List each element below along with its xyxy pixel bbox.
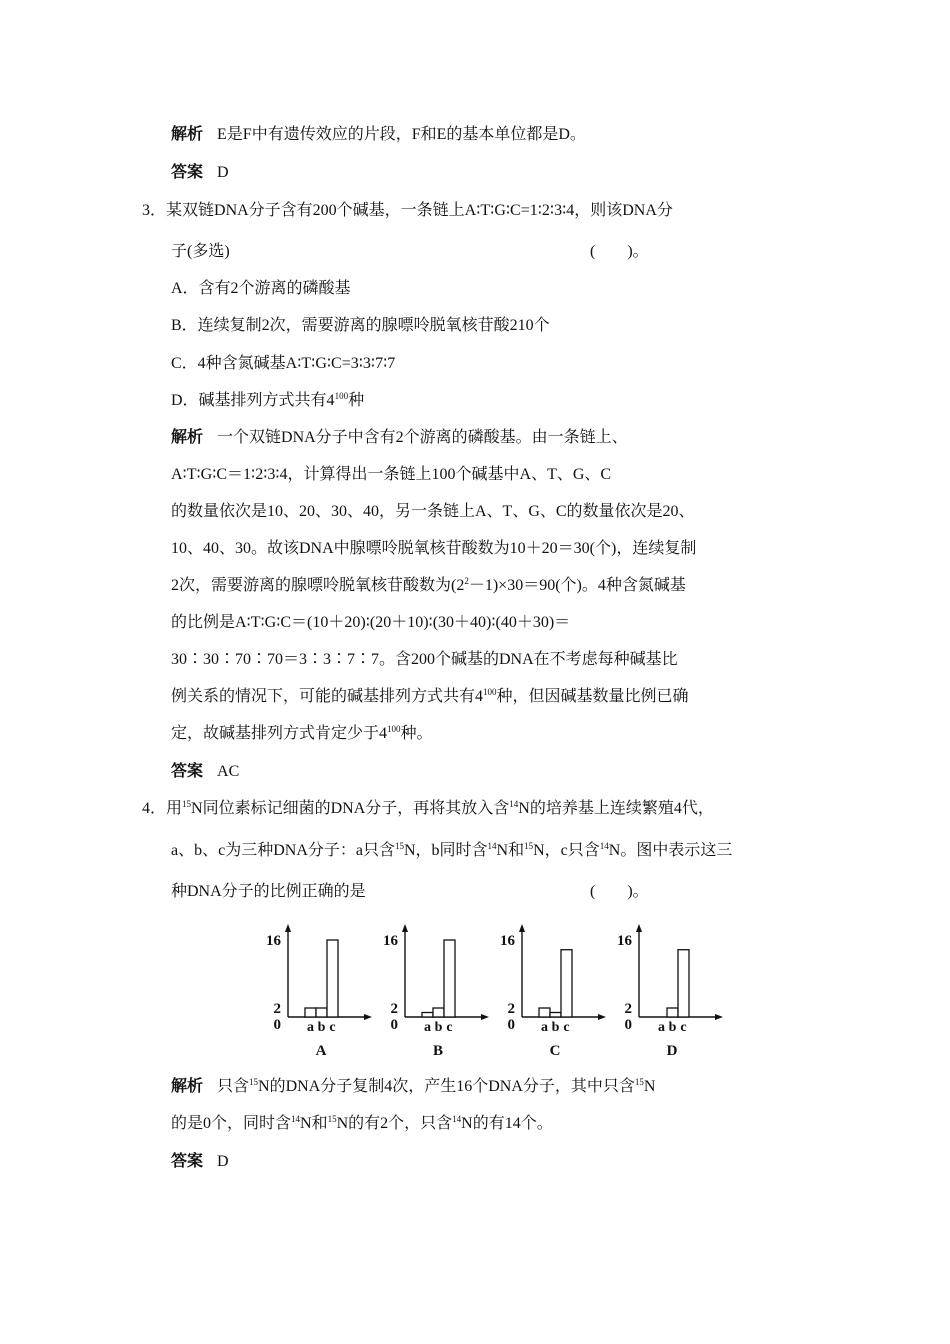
bar-c xyxy=(327,940,338,1017)
x-tick-label: c xyxy=(563,1020,570,1035)
answer-label: 答案 xyxy=(171,164,204,181)
x-tick-label: c xyxy=(680,1020,687,1035)
option-b: B．连续复制2次，需要游离的腺嘌呤脱氧核苷酸210个 xyxy=(171,317,550,334)
q3-analysis-line9: 定，故碱基排列方式肯定少于$4^{100}$种。 xyxy=(171,724,433,742)
bar-b xyxy=(433,1008,444,1017)
analysis-label: 解析 xyxy=(171,126,204,143)
x-tick-label: a xyxy=(541,1020,548,1035)
bar-a xyxy=(422,1013,433,1018)
bar-c xyxy=(561,950,572,1017)
answer-text: D xyxy=(217,164,229,181)
bar-charts-figure xyxy=(258,922,728,1064)
question-number: 3． xyxy=(142,202,167,219)
y-tick-label: 2 xyxy=(390,1001,398,1017)
q3-analysis-line4: 10、40、30。故该DNA中腺嘌呤脱氧核苷酸数为10＋20＝30(个)，连续复制 xyxy=(171,540,697,557)
y-tick-label: 0 xyxy=(624,1017,632,1033)
answer-text: AC xyxy=(217,763,240,780)
bar-a xyxy=(539,1008,550,1017)
q3-analysis-line7: 30∶30∶70∶70＝3∶3∶7∶7。含200个碱基的DNA在不考虑每种碱基比 xyxy=(171,651,678,668)
x-tick-label: a xyxy=(658,1020,665,1035)
x-axis-arrow xyxy=(598,1014,606,1020)
y-tick-label: 2 xyxy=(624,1001,632,1017)
option-d: D．碱基排列方式共有$4^{100}$种 xyxy=(171,391,365,409)
y-axis-arrow xyxy=(519,924,525,932)
q4-analysis-line1: 解析 只含$^{15}$N的DNA分子复制4次，产生16个DNA分子，其中只含$^{15}$N xyxy=(171,1077,656,1095)
y-axis-arrow xyxy=(636,924,642,932)
y-tick-label: 0 xyxy=(273,1017,281,1033)
bar-b xyxy=(316,1008,327,1017)
q3-answer-line xyxy=(171,761,239,783)
y-tick-label: 16 xyxy=(266,933,281,949)
q2-analysis-line xyxy=(171,124,586,146)
answer-parentheses: ( )。 xyxy=(590,243,649,260)
q2-answer-line xyxy=(171,162,229,184)
x-tick-label: b xyxy=(434,1020,443,1035)
x-tick-label: a xyxy=(424,1020,431,1035)
q4-answer-line xyxy=(171,1151,229,1173)
answer-parentheses: ( )。 xyxy=(590,883,649,900)
q4-analysis-line2: 的是0个，同时含$^{14}$N和$^{15}$N的有2个，只含$^{14}$N的有14个。 xyxy=(171,1114,553,1132)
q4-stem-line1: 4．用$^{15}$N同位素标记细菌的DNA分子，再将其放入含$^{14}$N的培养基上连续繁殖4代， xyxy=(142,799,714,817)
q3-analysis-line2: A∶T∶G∶C＝1∶2∶3∶4，计算得出一条链上100个碱基中A、T、G、C xyxy=(171,466,612,483)
y-tick-label: 2 xyxy=(273,1001,281,1017)
bar-c xyxy=(444,940,455,1017)
q3-analysis-line3: 的数量依次是10、20、30、40，另一条链上A、T、G、C的数量依次是20、 xyxy=(171,503,695,520)
panel-label: B xyxy=(432,1043,444,1059)
x-tick-label: b xyxy=(551,1020,560,1035)
q3-analysis-line8: 例关系的情况下，可能的碱基排列方式共有$4^{100}$种，但因碱基数量比例已确 xyxy=(171,687,689,705)
y-tick-label: 16 xyxy=(617,933,632,949)
q3-analysis-line5: 2次，需要游离的腺嘌呤脱氧核苷酸数为$(2^2-1)\times 30=90$(个)。4种含氮碱基 xyxy=(171,576,686,594)
y-tick-label: 16 xyxy=(500,933,515,949)
question-stem: 某双链DNA分子含有200个碱基，一条链上A∶T∶G∶C=1∶2∶3∶4，则该DNA分 xyxy=(166,202,673,219)
q3-analysis-line1: 解析 一个双链DNA分子中含有2个游离的磷酸基。由一条链上、 xyxy=(171,429,628,446)
q3-analysis-line6: 的比例是A∶T∶G∶C＝(10＋20)∶(20＋10)∶(30＋40)∶(40＋30)＝ xyxy=(171,614,571,631)
x-axis-arrow xyxy=(364,1014,372,1020)
x-tick-label: c xyxy=(446,1020,453,1035)
answer-label: 答案 xyxy=(171,1153,204,1170)
x-tick-label: b xyxy=(668,1020,677,1035)
x-axis-arrow xyxy=(481,1014,489,1020)
x-axis-arrow xyxy=(715,1014,723,1020)
q3-stem-line1 xyxy=(142,200,673,222)
answer-text: D xyxy=(217,1153,229,1170)
x-tick-label: b xyxy=(317,1020,326,1035)
analysis-label: 解析 xyxy=(171,1078,204,1095)
y-axis-arrow xyxy=(285,924,291,932)
analysis-label: 解析 xyxy=(171,429,204,446)
analysis-text: E是F中有遗传效应的片段，F和E的基本单位都是D。 xyxy=(217,126,586,143)
y-tick-label: 2 xyxy=(507,1001,515,1017)
bar-b xyxy=(667,1008,678,1017)
q4-stem-line3: 种DNA分子的比例正确的是 xyxy=(171,883,366,900)
panel-label: A xyxy=(315,1043,327,1059)
y-axis-arrow xyxy=(402,924,408,932)
q4-stem-line2: a、b、c为三种DNA分子：a只含$^{15}$N，b同时含$^{14}$N和$^{15}$N，c只含$^{14}$N。图中表示这三 xyxy=(171,841,733,859)
bar-b xyxy=(550,1013,561,1018)
answer-label: 答案 xyxy=(171,763,204,780)
option-a: A．含有2个游离的磷酸基 xyxy=(171,280,351,297)
panel-label: C xyxy=(549,1043,561,1059)
x-tick-label: a xyxy=(307,1020,314,1035)
y-tick-label: 16 xyxy=(383,933,398,949)
bar-c xyxy=(678,950,689,1017)
question-number: 4． xyxy=(142,800,167,817)
y-tick-label: 0 xyxy=(507,1017,515,1033)
bar-a xyxy=(305,1008,316,1017)
panel-label: D xyxy=(666,1043,678,1059)
x-tick-label: c xyxy=(329,1020,336,1035)
option-c: C．4种含氮碱基A∶T∶G∶C=3∶3∶7∶7 xyxy=(171,355,396,372)
y-tick-label: 0 xyxy=(390,1017,398,1033)
q3-stem-line2: 子(多选) xyxy=(171,243,230,260)
